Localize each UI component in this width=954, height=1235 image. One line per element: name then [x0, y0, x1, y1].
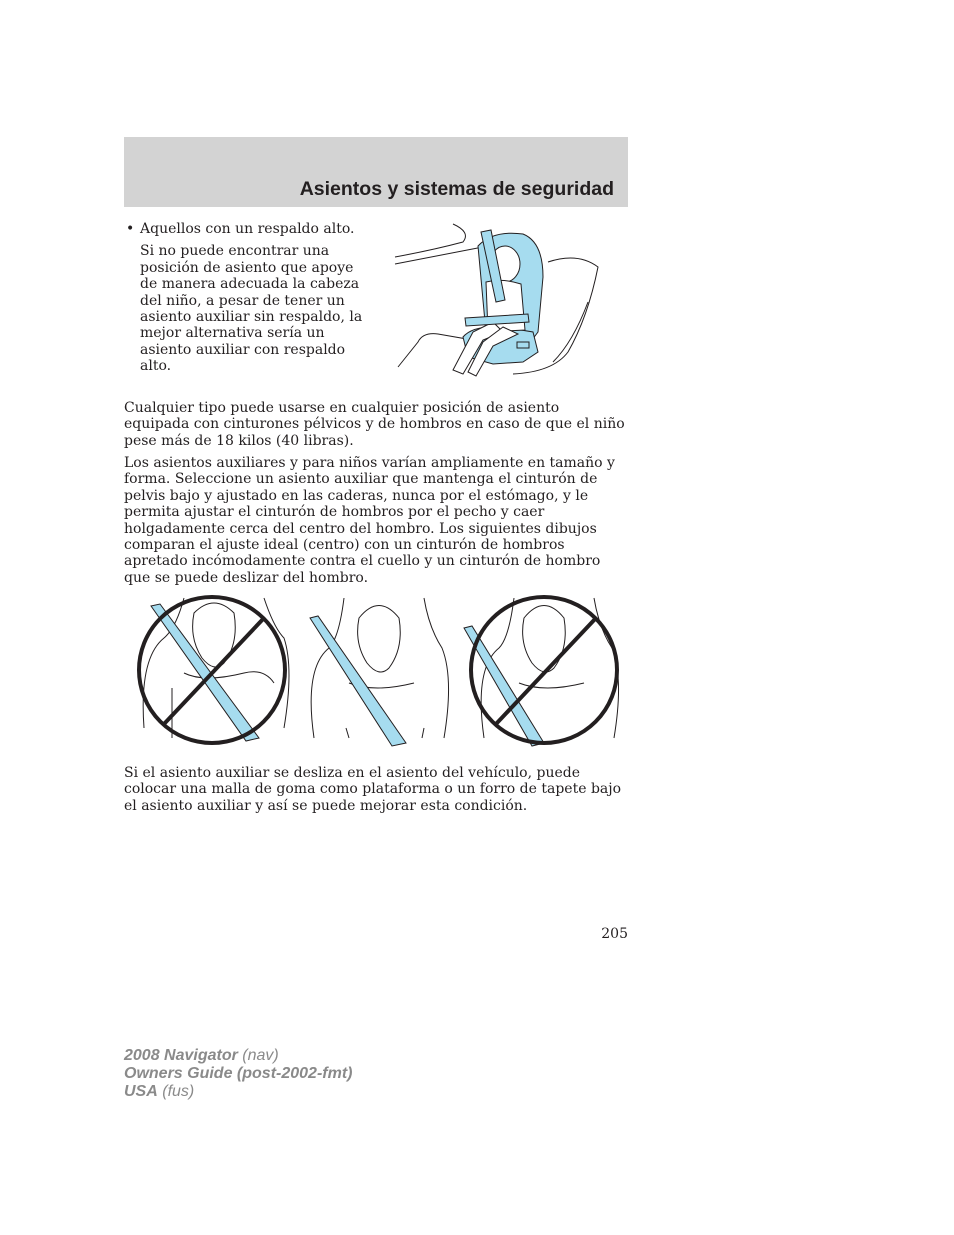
- bullet-block: [124, 221, 374, 375]
- belt-off-shoulder-figure: [464, 597, 619, 746]
- paragraph-belt-fit: Los asientos auxiliares y para niños varían ampliamente en tamaño y forma. Seleccione un asiento auxiliar que mantenga el cinturón de pelvis bajo y ajustado en las caderas, nunca por el estómago, y le permita ajustar el cinturón de hombros por el pecho y caer holgadamente cerca del centro del hombro. Los siguientes dibujos comparan el ajuste ideal (centro) con un cinturón de hombros apretado incómodamente contra el cuello y un cinturón de hombro que se puede deslizar del hombro.: [124, 455, 615, 586]
- footer-line-3: USA (fus): [124, 1083, 195, 1100]
- section-title: Asientos y sistemas de seguridad: [299, 178, 614, 200]
- footer-line-1: 2008 Navigator (nav): [124, 1047, 279, 1064]
- bullet-explanation: Si no puede encontrar una posición de asiento que apoye de manera adecuada la cabeza del niño, a pesar de tener un asiento auxiliar sin respaldo, la mejor alternativa sería un asiento auxiliar con respaldo alto.: [140, 243, 363, 375]
- footer-line-2: Owners Guide (post-2002-fmt): [124, 1065, 353, 1082]
- ideal-belt-figure: [310, 598, 449, 746]
- bullet-item-text: Aquellos con un respaldo alto.: [140, 221, 355, 237]
- bullet-item: [124, 221, 374, 237]
- paragraph-slip-mat: Si el asiento auxiliar se desliza en el asiento del vehículo, puede colocar una malla de goma como plataforma o un forro de tapete bajo el asiento auxiliar y así se puede mejorar esta condición.: [124, 765, 622, 814]
- bullet-dot-icon: •: [126, 221, 135, 237]
- shoulder-belt-comparison-illustration: [124, 588, 628, 750]
- high-back-booster-illustration: [393, 222, 605, 380]
- paragraph-weight: Cualquier tipo puede usarse en cualquier posición de asiento equipada con cinturones pélvicos y de hombros en caso de que el niño pese más de 18 kilos (40 libras).: [124, 400, 625, 449]
- document-footer: [124, 1047, 352, 1101]
- header-band: [124, 137, 628, 207]
- page-number: 205: [601, 926, 628, 942]
- belt-on-neck-figure: [139, 597, 289, 743]
